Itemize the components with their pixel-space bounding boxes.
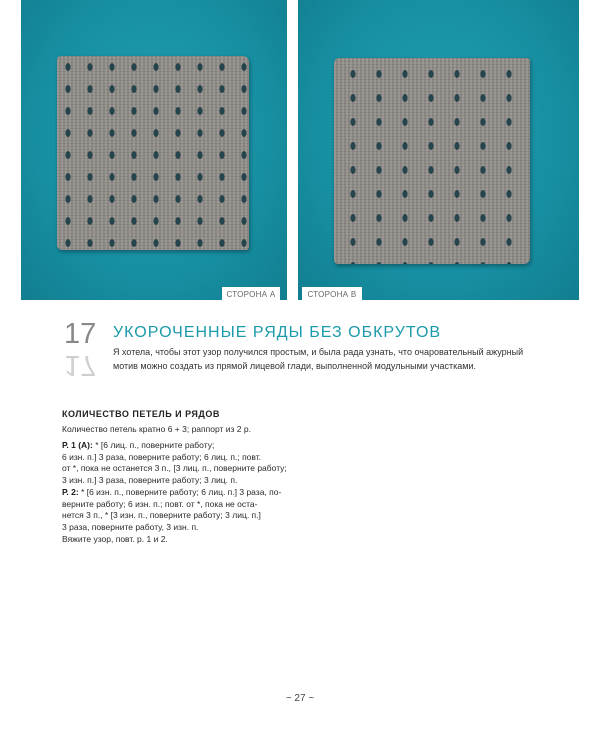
intro-line-2: мотив можно создать из прямой лицевой глади, выполненной модульными участками. [113, 361, 476, 371]
row-2-label: Р. 2: [62, 486, 79, 497]
row-1-line-1 [62, 440, 287, 452]
page-number: ~ 27 ~ [285, 693, 315, 704]
stitch-count-text: Количество петель кратно 6 + 3; раппорт из 2 р. [62, 424, 251, 434]
caption-side-b: СТОРОНА В [302, 287, 362, 302]
photo-side-a [21, 0, 287, 300]
knitted-swatch-side-b [334, 58, 530, 264]
pattern-number: 17 [64, 318, 97, 350]
caption-side-a: СТОРОНА А [222, 287, 280, 302]
final-instruction: Вяжите узор, повт. р. 1 и 2. [62, 533, 168, 544]
row-1-line-2: 6 изн. п.] 3 раза, поверните работу; 6 лиц. п.; повт. [62, 451, 262, 462]
intro-line-1: Я хотела, чтобы этот узор получился простым, и была рада узнать, что очаровательный ажурный [113, 347, 524, 357]
row-2-line-2: верните работу; 6 изн. п.; повт. от *, пока не оста- [62, 498, 258, 509]
pattern-number-reflection: 17 [64, 349, 97, 381]
row-1-line-4: 3 изн. п.] 3 раза, поверните работу; 3 лиц. п. [62, 475, 238, 486]
row-2-text-1: * [6 изн. п., поверните работу; 6 лиц. п.] 3 раза, по- [78, 486, 282, 497]
row-2-line-3: нется 3 п., * [3 изн. п., поверните работу; 3 лиц. п.] [62, 510, 261, 521]
row-2-line-1 [62, 487, 287, 499]
row-1-text-1: * [6 лиц. п., поверните работу; [92, 440, 215, 450]
row-2-line-4: 3 раза, поверните работу, 3 изн. п. [62, 521, 199, 532]
photo-side-b [298, 0, 579, 300]
knitted-swatch-side-a [57, 56, 249, 250]
stitch-count-heading: КОЛИЧЕСТВО ПЕТЕЛЬ И РЯДОВ [62, 409, 220, 419]
row-1-line-3: от *, пока не останется 3 п., [3 лиц. п., поверните работу; [62, 463, 287, 474]
pattern-title: УКОРОЧЕННЫЕ РЯДЫ БЕЗ ОБКРУТОВ [113, 324, 442, 341]
row-1-label: Р. 1 (А): [62, 440, 93, 450]
instructions-block [62, 440, 287, 545]
